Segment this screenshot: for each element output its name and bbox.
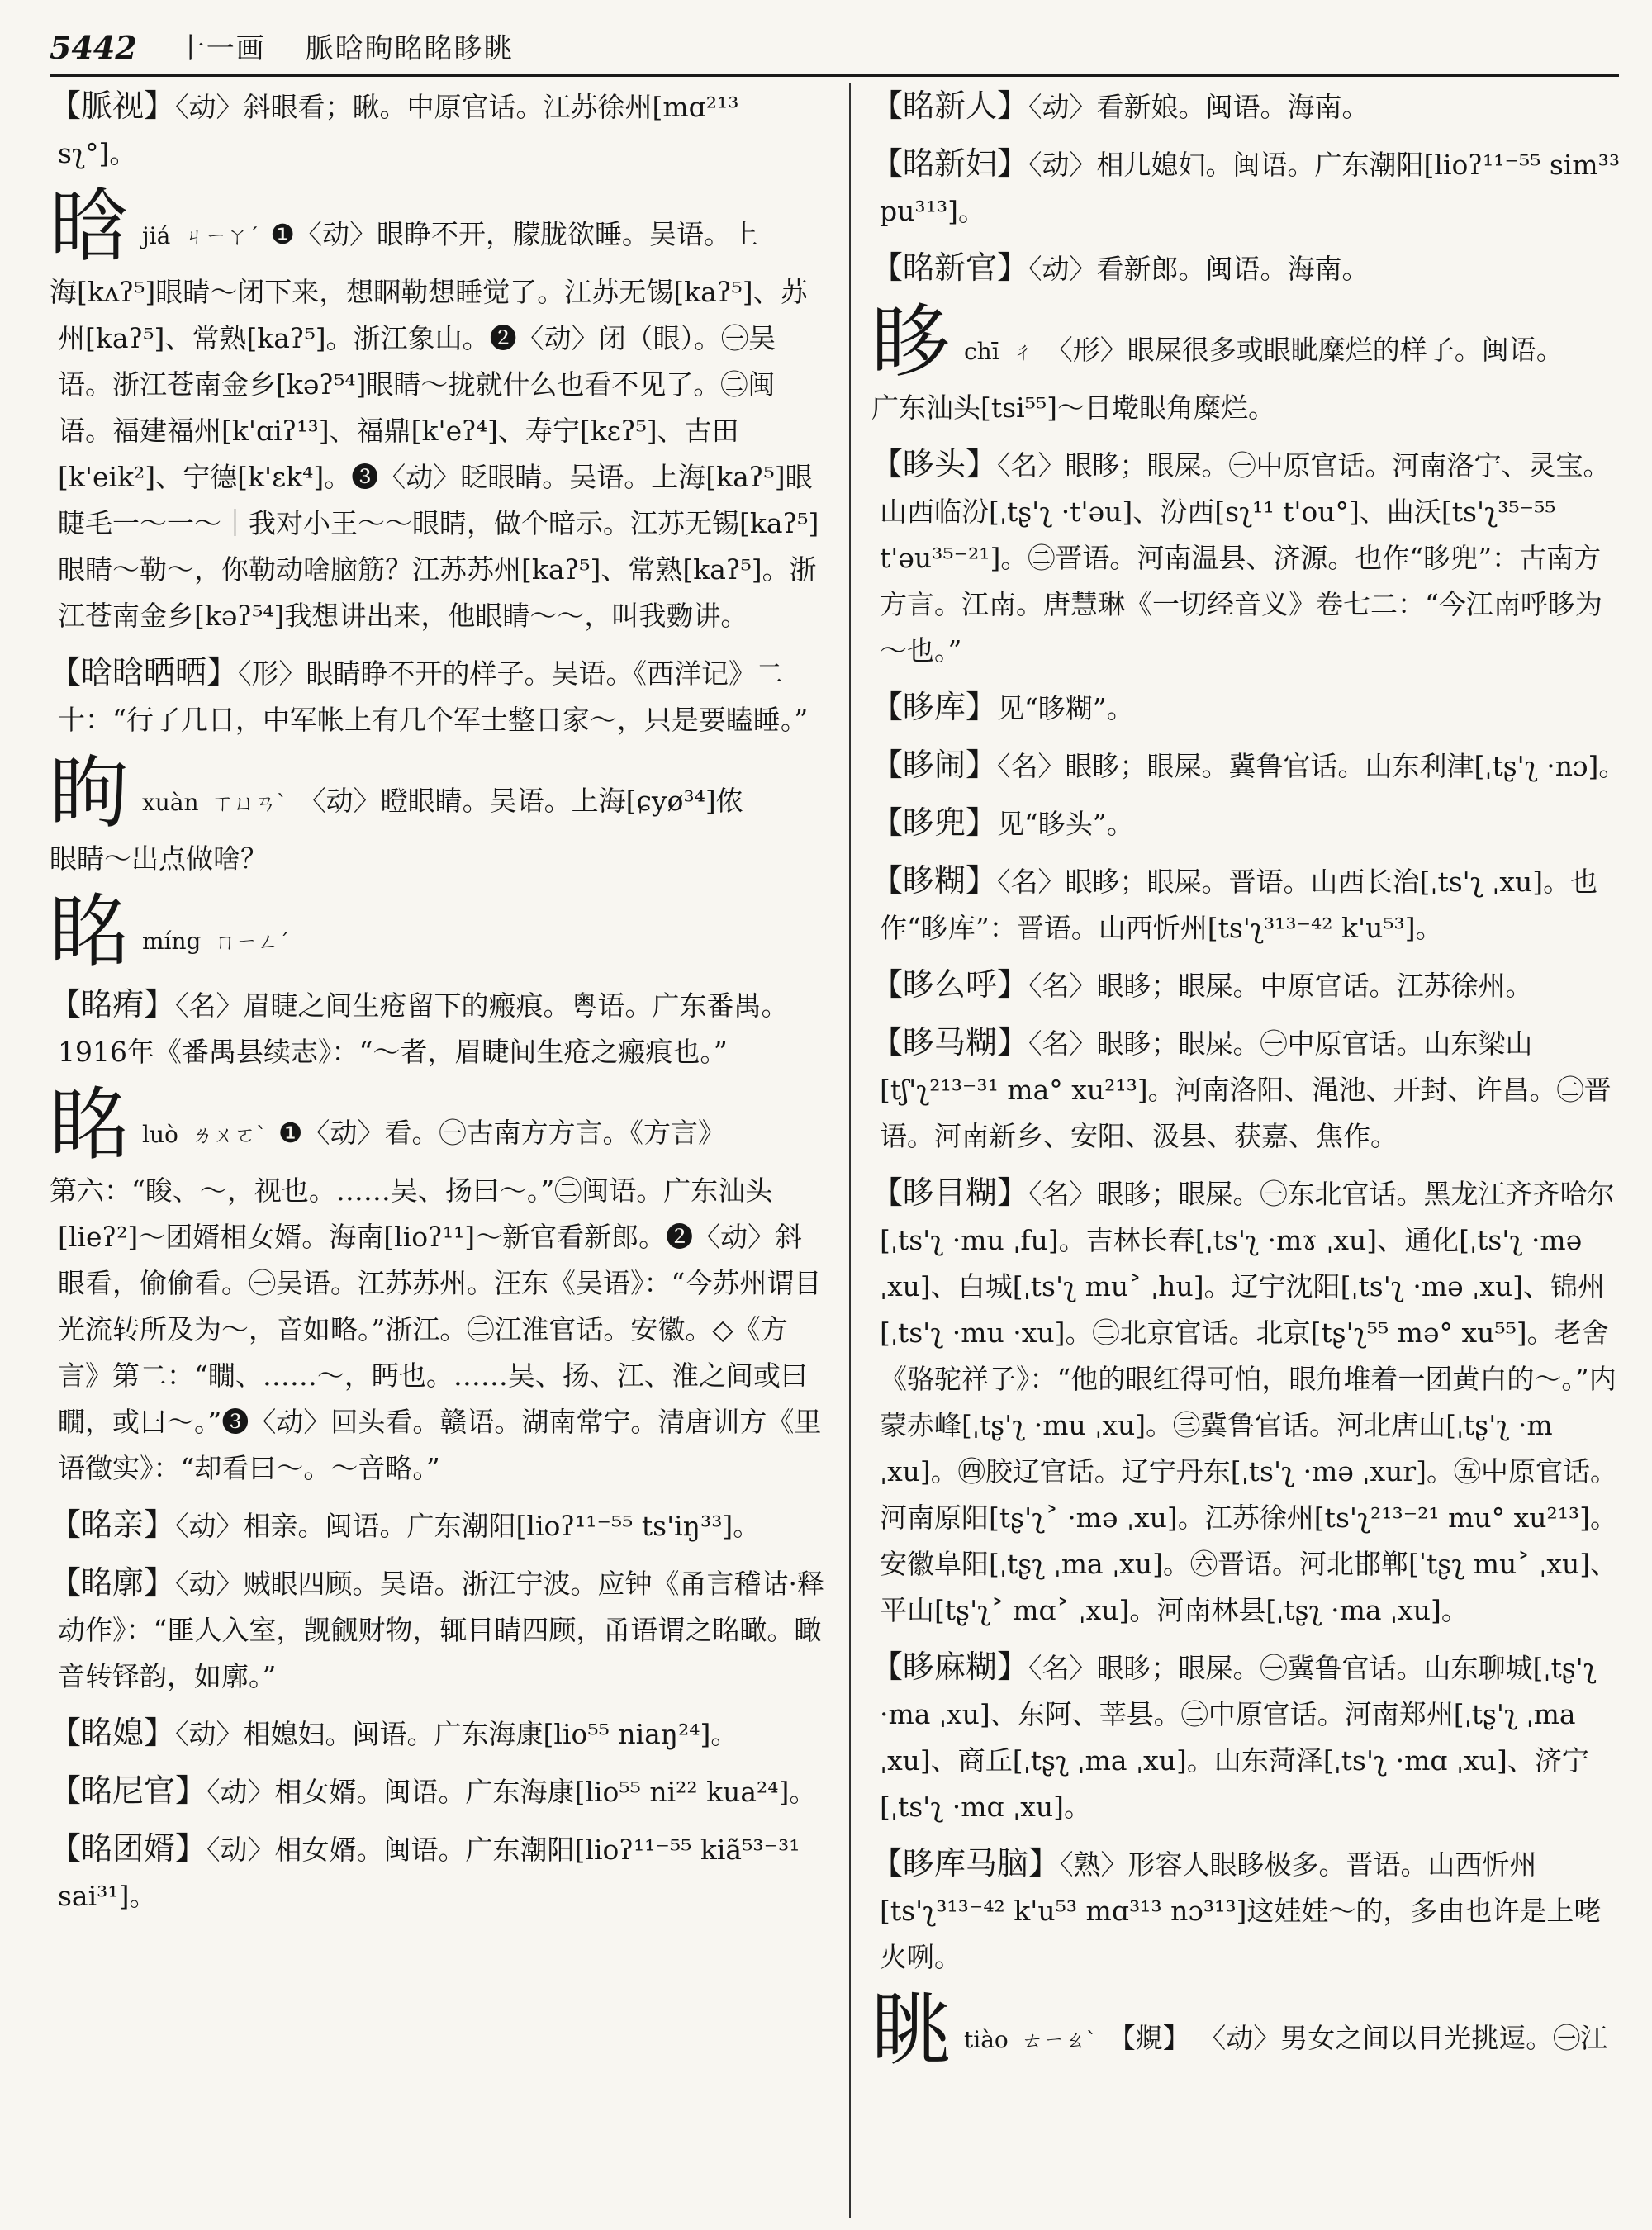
sub-entry [871, 1019, 1627, 1160]
right-column [871, 83, 1627, 2222]
head-character-entry [50, 885, 826, 978]
entry-definition: 〈动〉看新郎。闽语。海南。 [1028, 253, 1370, 285]
definition-continued: 海[kʌʔ⁵]眼睛～闭下来，想睏勒想睡觉了。江苏无锡[kaʔ⁵]、苏州[kaʔ⁵]、常熟[kaʔ⁵]。浙江象山。❷〈动〉闭（眼）。㊀吴语。浙江苍南金乡[kəʔ⁵⁴]眼睛～拢就什么也看不见了。㊁闽语。福建福州[k'ɑiʔ¹³]、福鼎[k'eʔ⁴]、寿宁[kɛʔ⁵]、古田[k'eik²]、宁德[k'ɛk⁴]。❸〈动〉眨眼睛。吴语。上海[kaʔ⁵]眼睫毛一～一～｜我对小王～～眼睛，做个暗示。江苏无锡[kaʔ⁵]眼睛～勒～，你勒动啥脑筋？江苏苏州[kaʔ⁵]、常熟[kaʔ⁵]。浙江苍南金乡[kəʔ⁵⁴]我想讲出来，他眼睛～～，叫我覅讲。 [50, 276, 819, 632]
pinyin: chī [964, 338, 999, 365]
entry-definition: 〈动〉看新娘。闽语。海南。 [1028, 91, 1370, 123]
definition-first-line: 〈动〉瞪眼睛。吴语。上海[ɕyø³⁴]侬 [298, 785, 743, 817]
entry-definition: 〈名〉眼眵；眼屎。㊀中原官话。河南洛宁、灵宝。山西临汾[ˌtʂ'ʅ ·t'əu]、汾西[sʅ¹¹ t'ou°]、曲沃[ts'ʅ³⁵⁻⁵⁵ t'əu³⁵⁻²¹]。㊁晋语。河南温县、济源。也作“眵兜”：古南方方言。江南。唐慧琳《一切经音义》卷七二：“今江南呼眵为～也。” [880, 449, 1611, 667]
sub-entry [871, 140, 1627, 235]
entry-definition: 〈动〉斜眼看；瞅。中原官话。江苏徐州[mɑ²¹³ sʅ°]。 [58, 91, 739, 169]
entry-headword: 【眳新人】 [871, 88, 1029, 124]
sub-entry [871, 1170, 1627, 1634]
entry-definition: 〈名〉眼眵；眼屎。㊀冀鲁官话。山东聊城[ˌtʂ'ʅ ·ma ˌxu]、东阿、莘县。㊁中原官话。河南郑州[ˌtʂ'ʅ ˌma ˌxu]、商丘[ˌtʂʅ ˌma ˌxu]。山东菏泽[ˌts'ʅ ·mɑ ˌxu]、济宁[ˌts'ʅ ·mɑ ˌxu]。 [880, 1652, 1597, 1823]
left-column [50, 83, 826, 2222]
zhuyin: ㄌㄨㄛˋ [191, 1123, 267, 1148]
entry-definition: 〈动〉贼眼四顾。吴语。浙江宁波。应钟《甬言稽诂·释动作》：“匪人入室，觊觎财物，辄目睛四顾，甬语谓之眳瞰。瞰音转铎韵，如廓。” [58, 1568, 825, 1692]
definition-first-line: ❶〈动〉看。㊀古南方方言。《方言》 [278, 1117, 725, 1149]
definition-continued: 眼睛～出点做啥？ [50, 842, 268, 875]
definition-first-line: 〈形〉眼屎很多或眼眦糜烂的样子。闽语。 [1045, 334, 1564, 366]
entry-headword: 【眵么呼】 [871, 966, 1029, 1003]
page-number: 5442 [50, 29, 137, 66]
entry-headword: 【眳痏】 [50, 986, 176, 1022]
entry-headword: 【眵麻糊】 [871, 1649, 1029, 1685]
pinyin: jiá [142, 222, 171, 249]
sub-entry [871, 244, 1627, 292]
entry-definition: 〈动〉相女婿。闽语。广东潮阳[lioʔ¹¹⁻⁵⁵ kiã⁵³⁻³¹ sai³¹]。 [58, 1834, 800, 1912]
entry-headword: 【晗晗晒晒】 [50, 654, 239, 690]
definition-first-line: 【覜】 〈动〉男女之间以目光挑逗。㊀江 [1108, 2022, 1608, 2054]
sub-entry [871, 441, 1627, 674]
header-characters: 脈晗眗眳眳眵眺 [305, 32, 514, 65]
column-divider [849, 83, 851, 2218]
entry-headword: 【眵头】 [871, 446, 998, 482]
sub-entry [50, 1825, 826, 1919]
zhuyin: ㄐㄧㄚˊ [183, 225, 259, 249]
entry-definition: 〈熟〉形容人眼眵极多。晋语。山西忻州[ts'ʅ³¹³⁻⁴² k'u⁵³ mɑ³¹³ nɔ³¹³]这娃娃～的，多由也许是上咾火咧。 [880, 1848, 1602, 1973]
definition-continued: 广东汕头[tsi⁵⁵]～目墘眼角糜烂。 [871, 391, 1275, 424]
entry-definition: 〈形〉眼睛睁不开的样子。吴语。《西洋记》二十：“行了几日，中军帐上有几个军士整日家～，只是要瞌睡。” [58, 657, 809, 736]
entry-definition: 〈动〉相媳妇。闽语。广东海康[lio⁵⁵ niaŋ²⁴]。 [175, 1718, 738, 1750]
zhuyin: ㄔ [1012, 340, 1034, 365]
sub-entry [50, 1559, 826, 1700]
sub-entry [50, 1710, 826, 1758]
entry-headword: 【眳尼官】 [50, 1772, 207, 1809]
stroke-count-label: 十一画 [176, 32, 266, 65]
sub-entry [50, 649, 826, 743]
entry-headword: 【眳廓】 [50, 1564, 176, 1601]
head-character: 晗 [50, 180, 129, 273]
entry-definition: 〈名〉眼眵；眼屎。㊀中原官话。山东梁山[tʃ'ʅ²¹³⁻³¹ ma° xu²¹³]。河南洛阳、渑池、开封、许昌。㊁晋语。河南新乡、安阳、汲县、获嘉、焦作。 [880, 1027, 1612, 1152]
head-character-entry [871, 296, 1627, 388]
sub-entry [50, 1767, 826, 1815]
entry-headword: 【眳新妇】 [871, 145, 1029, 182]
entry-headword: 【眵马糊】 [871, 1024, 1029, 1060]
head-character-entry [50, 1079, 826, 1171]
zhuyin: ㄒㄩㄢˋ [211, 791, 287, 816]
sub-entry [871, 684, 1627, 732]
pinyin: míng [142, 928, 202, 955]
entry-headword: 【眵闹】 [871, 747, 998, 783]
head-character-entry [50, 747, 826, 839]
entry-headword: 【眳媳】 [50, 1715, 176, 1751]
zhuyin: ㄊㄧㄠˋ [1021, 2028, 1097, 2053]
head-character: 眗 [50, 747, 129, 839]
sub-entry [871, 83, 1627, 130]
entry-headword: 【眳团婿】 [50, 1830, 207, 1867]
entry-headword: 【眵库】 [871, 689, 998, 725]
entry-definition: 〈名〉眼眵；眼屎。㊀东北官话。黑龙江齐齐哈尔[ˌts'ʅ ·mu ˌfu]。吉林长春[ˌts'ʅ ·mɤ ˌxu]、通化[ˌts'ʅ ·mə ˌxu]、白城[ˌts'ʅ mu˃ ˌhu]。辽宁沈阳[ˌts'ʅ ·mə ˌxu]、锦州[ˌts'ʅ ·mu ·xu]。㊁北京官话。北京[tʂ'ʅ⁵⁵ mə° xu⁵⁵]。老舍《骆驼祥子》：“他的眼红得可怕，眼角堆着一团黄白的～。”内蒙赤峰[ˌtʂ'ʅ ·mu ˌxu]。㊂冀鲁官话。河北唐山[ˌtʂ'ʅ ·m ˌxu]。㊃胶辽官话。辽宁丹东[ˌts'ʅ ·mə ˌxur]。㊄中原官话。河南原阳[tʂ'ʅ˃ ·mə ˌxu]。江苏徐州[ts'ʅ²¹³⁻²¹ mu° xu²¹³]。安徽阜阳[ˌtʂʅ ˌma ˌxu]。㊅晋语。河北邯郸[ˈtʂʅ mu˃ ˌxu]、平山[tʂ'ʅ˃ mɑ˃ ˌxu]。河南林县[ˌtʂʅ ·ma ˌxu]。 [880, 1178, 1618, 1626]
entry-headword: 【眵库马脑】 [871, 1845, 1061, 1881]
sub-entry [50, 981, 826, 1075]
sub-entry [871, 961, 1627, 1009]
pinyin: luò [142, 1121, 178, 1148]
head-character: 眳 [50, 885, 129, 978]
entry-definition: 〈名〉眼眵；眼屎。冀鲁官话。山东利津[ˌtʂ'ʅ ·nɔ]。 [997, 750, 1626, 782]
head-character: 眳 [50, 1079, 129, 1171]
sub-entry [50, 1502, 826, 1549]
entry-headword: 【眵兜】 [871, 804, 998, 841]
pinyin: tiào [964, 2026, 1009, 2053]
entry-headword: 【眳亲】 [50, 1506, 176, 1543]
entry-headword: 【脈视】 [50, 88, 176, 124]
entry-definition: 〈名〉眼眵；眼屎。中原官话。江苏徐州。 [1028, 970, 1533, 1002]
entry-definition: 〈名〉眼眵；眼屎。晋语。山西长治[ˌts'ʅ ˌxu]。也作“眵库”：晋语。山西忻州[ts'ʅ³¹³⁻⁴² k'u⁵³]。 [880, 866, 1598, 944]
entry-definition: 〈名〉眉睫之间生疮留下的瘢痕。粤语。广东番禺。1916年《番禺县续志》：“～者，眉睫间生疮之瘢痕也。” [58, 989, 789, 1068]
entry-headword: 【眳新官】 [871, 249, 1029, 286]
definition-first-line: ❶〈动〉眼睁不开，朦胧欲睡。吴语。上 [270, 218, 758, 250]
sub-entry [871, 1644, 1627, 1830]
entry-definition: 〈动〉相女婿。闽语。广东海康[lio⁵⁵ ni²² kua²⁴]。 [206, 1776, 817, 1808]
entry-definition: 〈动〉相儿媳妇。闽语。广东潮阳[lioʔ¹¹⁻⁵⁵ sim³³ pu³¹³]。 [880, 149, 1621, 227]
entry-headword: 【眵目糊】 [871, 1174, 1029, 1211]
head-character-entry [50, 180, 826, 273]
zhuyin: ㄇㄧㄥˊ [214, 930, 290, 955]
definition-continued: 第六：“睃、～，视也。……吴、扬曰～。”㊁闽语。广东汕头[lieʔ²]～团婿相女婿。海南[lioʔ¹¹]～新官看新郎。❷〈动〉斜眼看，偷偷看。㊀吴语。江苏苏州。汪东《吴语》：“今苏州谓目光流转所及为～，音如略。”浙江。㊁江淮官话。安徽。◇《方言》第二：“瞯、……～，眄也。……吴、扬、江、淮之间或曰瞯，或曰～。”❸〈动〉回头看。赣语。湖南常宁。清唐训方《里语徵实》：“却看曰～。～音略。” [50, 1174, 822, 1484]
head-character: 眵 [871, 296, 951, 388]
entry-definition: 见“眵头”。 [997, 808, 1134, 840]
head-character-entry [871, 1984, 1627, 2076]
sub-entry [50, 83, 826, 177]
sub-entry [871, 742, 1627, 790]
head-character: 眺 [871, 1984, 951, 2076]
entry-headword: 【眵糊】 [871, 862, 998, 899]
page-header [50, 17, 1619, 77]
entry-definition: 见“眵糊”。 [997, 692, 1134, 724]
sub-entry [871, 799, 1627, 847]
sub-entry [871, 857, 1627, 951]
entry-definition: 〈动〉相亲。闽语。广东潮阳[lioʔ¹¹⁻⁵⁵ ts'iŋ³³]。 [175, 1510, 761, 1542]
sub-entry [871, 1840, 1627, 1981]
pinyin: xuàn [142, 789, 199, 816]
